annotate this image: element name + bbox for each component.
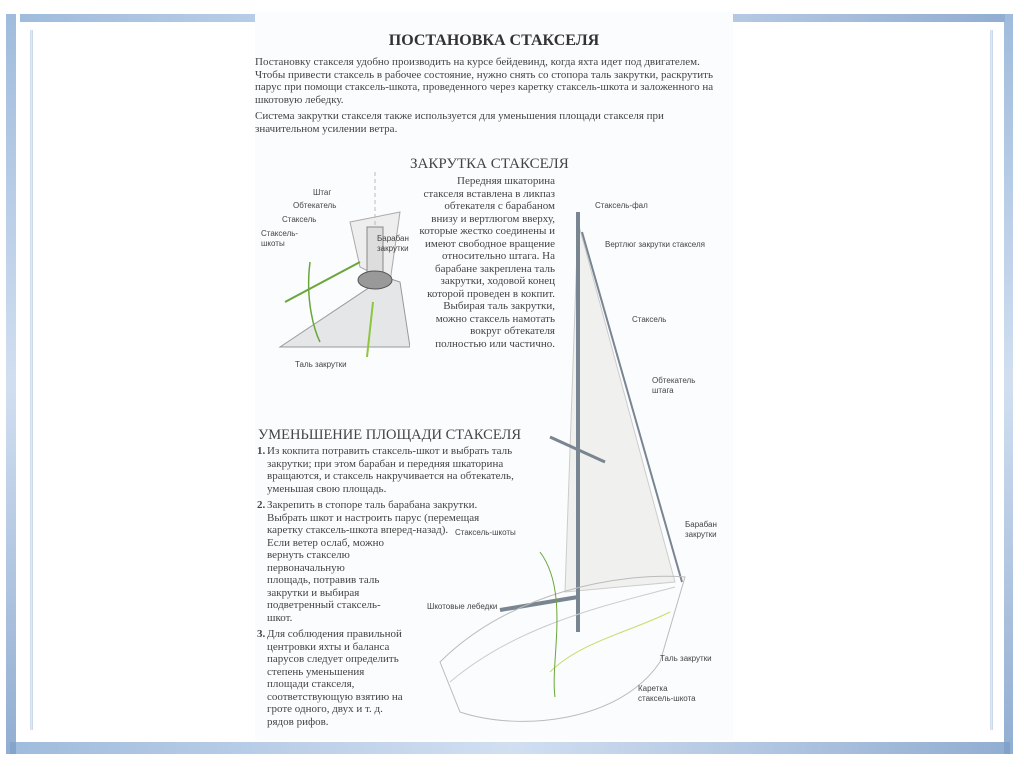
label-furling-line: Таль закрутки <box>295 360 347 369</box>
label-sheets: Стаксель- шкоты <box>261 229 299 248</box>
reduction-item-3 <box>257 628 407 728</box>
label-swivel: Вертлюг закрутки стакселя <box>605 240 705 249</box>
furling-drum-diagram <box>275 172 410 357</box>
item-number: 2. <box>257 499 266 511</box>
furling-heading: ЗАКРУТКА СТАКСЕЛЯ <box>410 156 569 172</box>
reduction-heading: УМЕНЬШЕНИЕ ПЛОЩАДИ СТАКСЕЛЯ <box>258 427 522 443</box>
reduction-item-2 <box>257 499 492 537</box>
furling-text: Передняя шкаторина стакселя вставлена в ликпаз обтекателя с барабаном внизу и вертлюгом вверху, которые жестко соединены и имеют свободное вращение относительно штага. На барабане закреплена таль закрутки, ходовой конец которой проведен в кокпит. Выбирая таль закрутки, можно стаксель намотать вокруг обтекателя полностью или частично. <box>419 175 555 350</box>
slide-frame-left <box>6 14 16 754</box>
item-text: Из кокпита потравить стаксель-шкот и выбрать таль закрутки; при этом барабан и передняя шкаторина вращаются, и стаксель накручивается на обтекатель, уменьшая свою площадь. <box>267 445 514 495</box>
slide-frame-inner-right <box>990 30 993 730</box>
reduction-item-2-cont <box>257 537 387 625</box>
label-drum: Барабан закрутки <box>377 234 409 253</box>
reduction-list <box>257 445 529 732</box>
reduction-item-1 <box>257 445 529 495</box>
label-drum-yacht: Барабан закрутки <box>685 520 717 539</box>
item-text: Для соблюдения правильной центровки яхты и баланса парусов следует определить степень уменьшения площади стакселя, соответствующую взятию на гроте одного, двух и т. д. рядов рифов. <box>267 628 403 728</box>
slide-frame-inner-left <box>30 30 33 730</box>
label-halyard: Стаксель-фал <box>595 201 648 210</box>
item-text: Закрепить в стопоре таль барабана закрутки. Выбрать шкот и настроить парус (перемещая каретку стаксель-шкота вперед-назад). <box>267 499 480 536</box>
item-text-cont: Если ветер ослаб, можно вернуть стакселю первоначальную площадь, потравив таль закрутки и выбирая подветренный стаксель-шкот. <box>267 536 384 624</box>
page-title: ПОСТАНОВКА СТАКСЕЛЯ <box>388 32 600 49</box>
intro-block <box>255 56 725 139</box>
intro-paragraph-1: Постановку стакселя удобно производить на курсе бейдевинд, когда яхта идет под двигателем. Чтобы привести стаксель в рабочее состояние, нужно снять со стопора таль закрутки, раскрутить парус при помощи стаксель-шкота, проведенного через каретку стаксель-шкота и заложенного на шкотовую лебедку. <box>255 56 714 106</box>
label-winches: Шкотовые лебедки <box>427 602 498 611</box>
slide-frame-right <box>1004 14 1013 754</box>
label-fairing: Обтекатель <box>293 201 337 210</box>
label-fairing-yacht: Обтекатель штага <box>652 376 696 395</box>
item-number: 3. <box>257 628 266 640</box>
label-car: Каретка стаксель-шкота <box>638 684 696 703</box>
intro-paragraph-2: Система закрутки стакселя также используется для уменьшения площади стакселя при значительном усилении ветра. <box>255 110 664 135</box>
label-stay: Штаг <box>313 188 332 197</box>
item-number: 1. <box>257 445 266 457</box>
label-jib: Стаксель <box>282 215 317 224</box>
document-page <box>255 12 733 740</box>
slide-frame-bottom <box>10 742 1010 754</box>
label-furling-line-yacht: Таль закрутки <box>660 654 712 663</box>
label-jib-yacht: Стаксель <box>632 315 667 324</box>
label-sheets-yacht: Стаксель-шкоты <box>455 528 516 537</box>
